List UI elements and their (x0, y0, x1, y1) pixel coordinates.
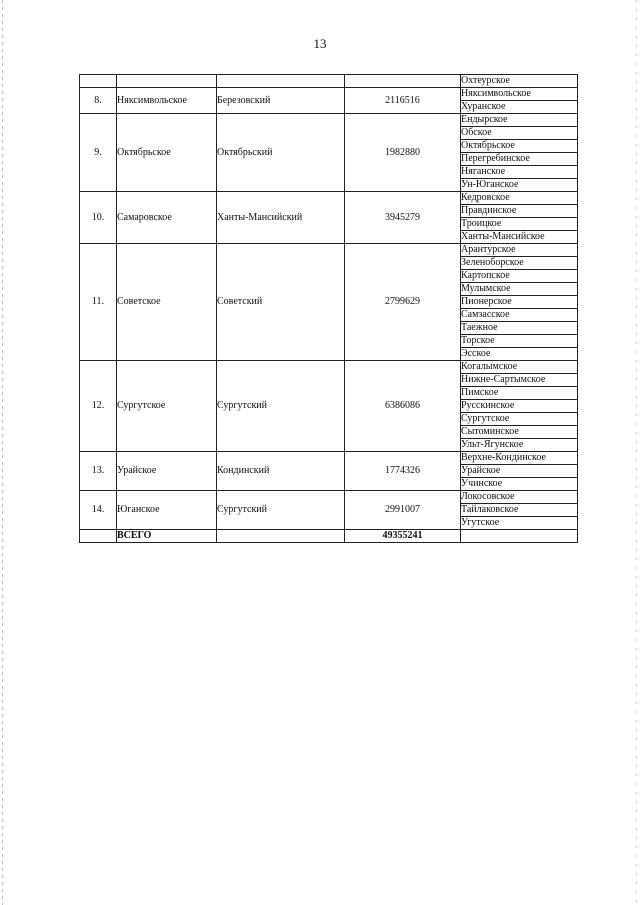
settlement-item: Локосовское (461, 491, 577, 504)
row-number: 11. (80, 244, 117, 361)
amount: 1982880 (345, 114, 461, 192)
page-number: 13 (313, 36, 327, 51)
scan-edge-right (636, 0, 637, 905)
district-name: Ханты-Мансийский (217, 192, 345, 244)
district-name: Березовский (217, 88, 345, 114)
amount: 2116516 (345, 88, 461, 114)
settlement-item: Арантурское (461, 244, 577, 257)
settlements-cell (461, 114, 578, 192)
row-number: 14. (80, 491, 117, 530)
table-row (80, 452, 578, 491)
amount: 2799629 (345, 244, 461, 361)
amount: 1774326 (345, 452, 461, 491)
amount: 2991007 (345, 491, 461, 530)
settlement-item: Угутское (461, 517, 500, 528)
settlement-item: Ун-Юганское (461, 179, 519, 190)
allocation-table (79, 74, 578, 543)
district-name: Октябрьский (217, 114, 345, 192)
settlement-item: Хуранское (461, 101, 506, 112)
table-row (80, 244, 578, 361)
settlement-item: Торское (461, 335, 577, 348)
row-number (80, 75, 117, 88)
table-row (80, 75, 578, 88)
district-name: Сургутский (217, 491, 345, 530)
settlement-item: Ульт-Ягунское (461, 439, 524, 450)
total-num-cell (80, 530, 117, 543)
row-number: 13. (80, 452, 117, 491)
table-row (80, 192, 578, 244)
total-amount: 49355241 (345, 530, 461, 543)
settlement-item: Перегребинское (461, 153, 577, 166)
settlement-item: Мулымское (461, 283, 577, 296)
settlement-item: Таежное (461, 322, 577, 335)
settlements-cell (461, 491, 578, 530)
row-number: 12. (80, 361, 117, 452)
region-name: Октябрьское (117, 114, 217, 192)
settlement-item: Зеленоборское (461, 257, 577, 270)
amount: 3945279 (345, 192, 461, 244)
settlement-item: Самзасское (461, 309, 577, 322)
table-row (80, 88, 578, 114)
region-name: Самаровское (117, 192, 217, 244)
region-name: Советское (117, 244, 217, 361)
total-row (80, 530, 578, 543)
settlement-item: Няганское (461, 166, 577, 179)
settlement-item: Октябрьское (461, 140, 577, 153)
region-name (117, 75, 217, 88)
settlement-item: Кедровское (461, 192, 577, 205)
row-number: 10. (80, 192, 117, 244)
settlement-item: Картопское (461, 270, 577, 283)
row-number: 8. (80, 88, 117, 114)
settlement-item: Сытоминское (461, 426, 577, 439)
settlement-item: Обское (461, 127, 577, 140)
amount: 6386086 (345, 361, 461, 452)
district-name: Советский (217, 244, 345, 361)
settlement-item: Няксимвольское (461, 88, 577, 101)
settlement-item: Троицкое (461, 218, 577, 231)
amount (345, 75, 461, 88)
region-name: Сургутское (117, 361, 217, 452)
settlement-item: Нижне-Сартымское (461, 374, 577, 387)
settlement-item: Урайское (461, 465, 577, 478)
total-label: ВСЕГО (117, 530, 217, 543)
table-row (80, 491, 578, 530)
region-name: Няксимвольское (117, 88, 217, 114)
row-number: 9. (80, 114, 117, 192)
settlement-item: Эсское (461, 348, 491, 359)
settlement-item: Правдинское (461, 205, 577, 218)
settlement-item: Охтеурское (461, 75, 510, 86)
total-district-cell (217, 530, 345, 543)
settlement-item: Когалымское (461, 361, 577, 374)
settlement-item: Пионерское (461, 296, 577, 309)
settlements-cell (461, 244, 578, 361)
region-name: Урайское (117, 452, 217, 491)
district-name (217, 75, 345, 88)
settlements-cell (461, 88, 578, 114)
settlements-cell (461, 75, 578, 88)
settlement-item: Ендырское (461, 114, 577, 127)
settlement-item: Пимское (461, 387, 577, 400)
settlements-cell (461, 361, 578, 452)
table-body (80, 75, 578, 543)
table-row (80, 361, 578, 452)
total-settlements-cell (461, 530, 578, 543)
scan-edge-left (2, 0, 3, 905)
district-name: Кондинский (217, 452, 345, 491)
settlements-cell (461, 452, 578, 491)
settlement-item: Русскинское (461, 400, 577, 413)
settlement-item: Сургутское (461, 413, 577, 426)
settlement-item: Тайлаковское (461, 504, 577, 517)
table-row (80, 114, 578, 192)
settlements-cell (461, 192, 578, 244)
region-name: Юганское (117, 491, 217, 530)
district-name: Сургутский (217, 361, 345, 452)
settlement-item: Ханты-Мансийское (461, 231, 545, 242)
settlement-item: Верхне-Кондинское (461, 452, 577, 465)
settlement-item: Учинское (461, 478, 503, 489)
